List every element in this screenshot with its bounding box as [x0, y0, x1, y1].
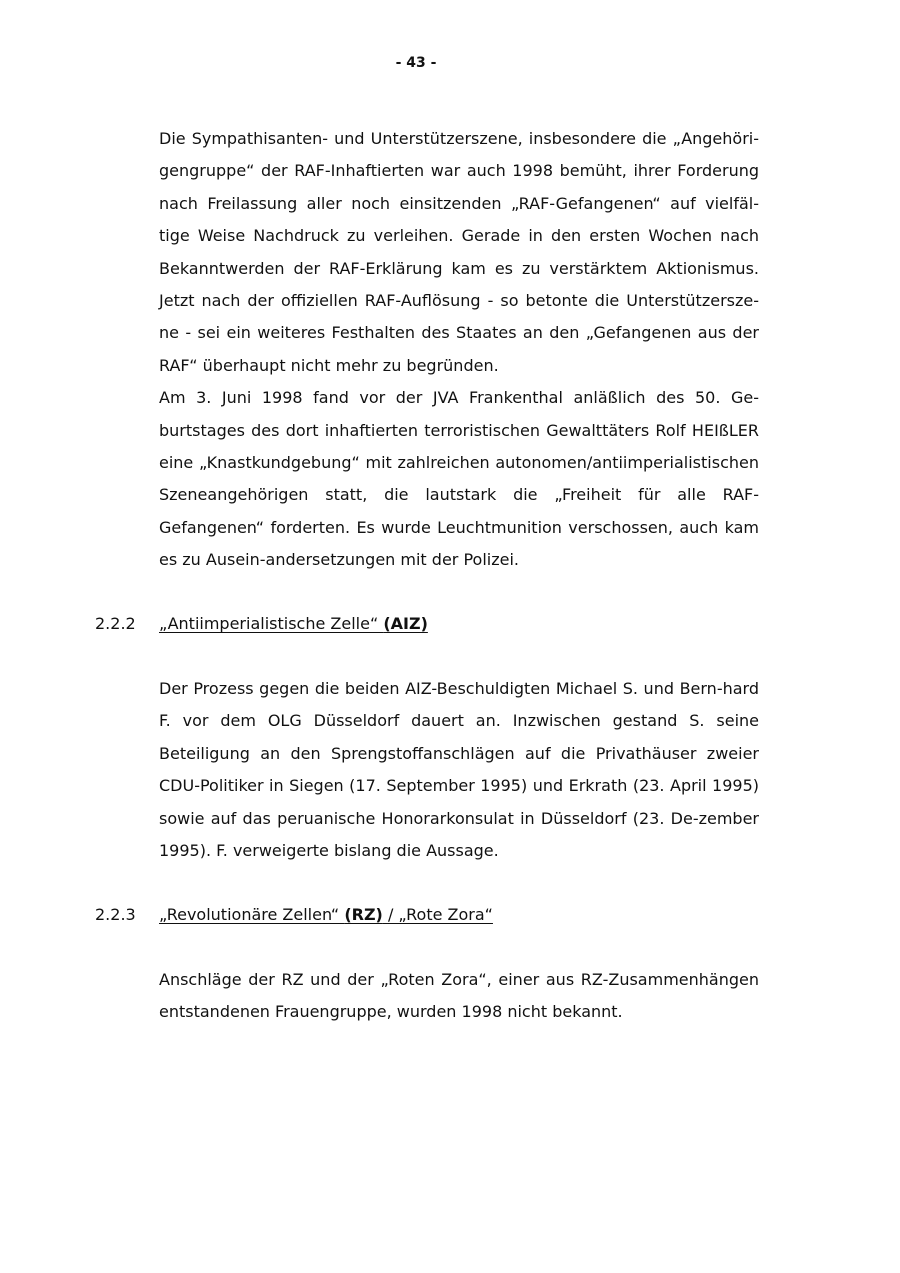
section-title-text: „Antiimperialistische Zelle“: [159, 614, 384, 633]
paragraph-frankenthal-rally: Am 3. Juni 1998 fand vor der JVA Frankenthal anläßlich des 50. Ge-burtstages des dort inhaftierten terroristischen Gewalttäters Rolf HEIßLER eine „Knastkundgebung“ mit zahlreichen autonomen/antiimperialistischen Szeneangehörigen statt, die lautstark die „Freiheit für alle RAF-Gefangenen“ forderten. Es wurde Leuchtmunition verschossen, auch kam es zu Ausein-andersetzungen mit der Polizei.: [159, 388, 759, 570]
section-title-abbreviation: (RZ): [344, 905, 383, 924]
page-number: - 43 -: [395, 55, 437, 71]
section-title-suffix: / „Rote Zora“: [382, 905, 493, 924]
section-number: 2.2.3: [95, 905, 136, 924]
aiz-text-block: [159, 673, 759, 867]
intro-text-block: [159, 123, 759, 577]
section-title-abbreviation: (AIZ): [383, 614, 428, 633]
paragraph-aiz-trial: Der Prozess gegen die beiden AIZ-Beschuldigten Michael S. und Bern-hard F. vor dem OLG Düsseldorf dauert an. Inzwischen gestand S. seine Beteiligung an den Sprengstoffanschlägen auf die Privathäuser zweier CDU-Politiker in Siegen (17. September 1995) und Erkrath (23. April 1995) sowie auf das peruanische Honorarkonsulat in Düsseldorf (23. De-zember 1995). F. verweigerte bislang die Aussage.: [159, 679, 759, 861]
section-title: [159, 903, 493, 927]
rz-text-block: [159, 964, 759, 1029]
paragraph-supporters-scene: Die Sympathisanten- und Unterstützerszene, insbesondere die „Angehöri-gengruppe“ der RAF-Inhaftierten war auch 1998 bemüht, ihrer Forderung nach Freilassung aller noch einsitzenden „RAF-Gefangenen“ auf vielfäl-tige Weise Nachdruck zu verleihen. Gerade in den ersten Wochen nach Bekanntwerden der RAF-Erklärung kam es zu verstärktem Aktionismus. Jetzt nach der offiziellen RAF-Auflösung - so betonte die Unterstützersze-ne - sei ein weiteres Festhalten des Staates an den „Gefangenen aus der RAF“ überhaupt nicht mehr zu begründen.: [159, 129, 759, 375]
paragraph-rz-attacks: Anschläge der RZ und der „Roten Zora“, einer aus RZ-Zusammenhängen entstandenen Frauengruppe, wurden 1998 nicht bekannt.: [159, 970, 759, 1022]
section-title: [159, 612, 428, 636]
section-title-text: „Revolutionäre Zellen“: [159, 905, 345, 924]
section-number: 2.2.2: [95, 614, 136, 633]
